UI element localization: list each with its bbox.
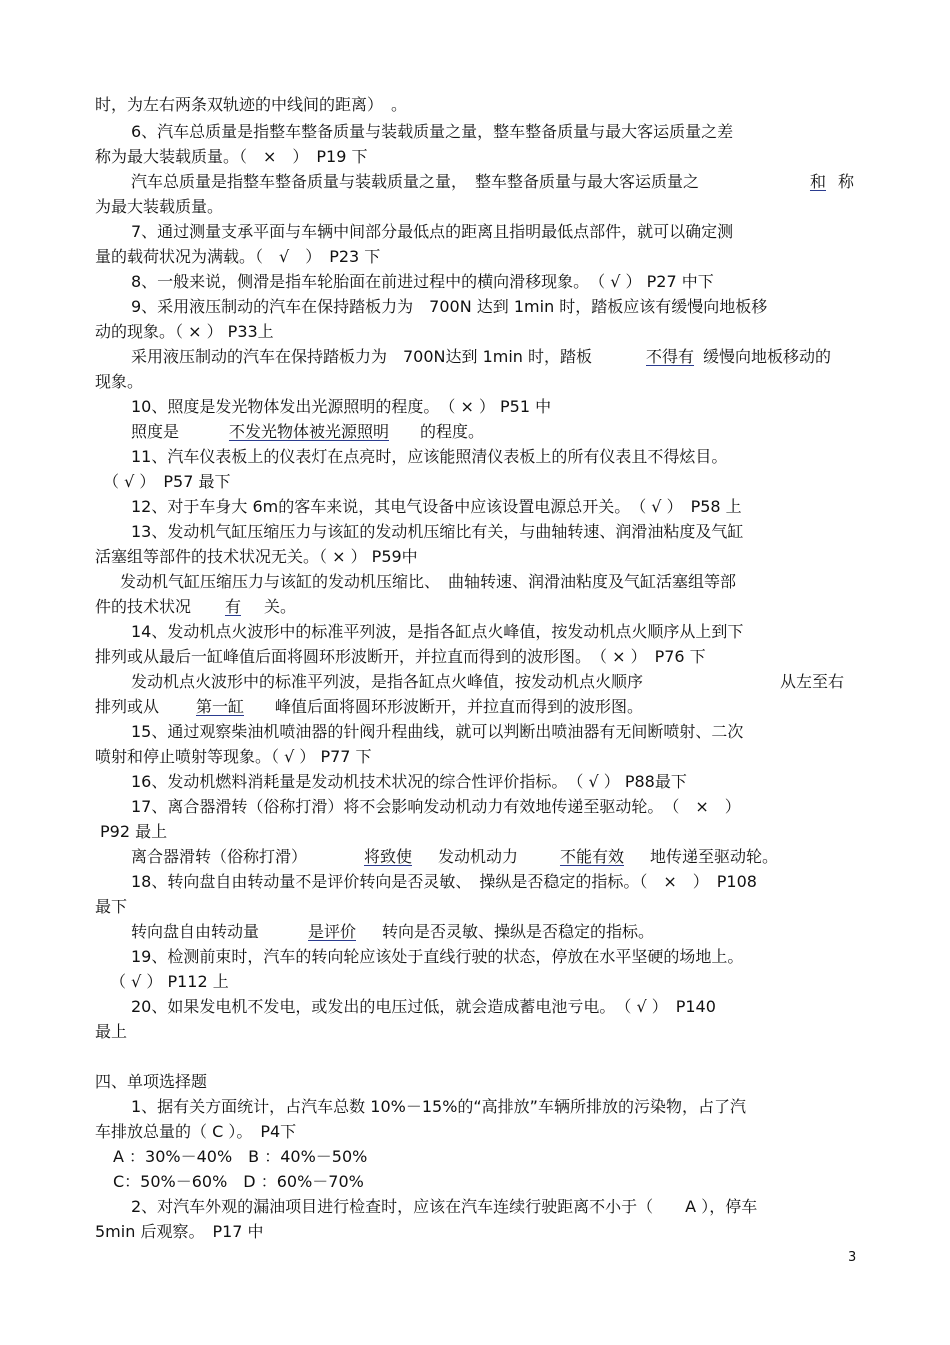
answer-blank: 将致使 xyxy=(363,847,412,866)
text-line: 关。 xyxy=(264,597,297,616)
answer-blank: 不发光物体被光源照明 xyxy=(228,422,389,441)
option-line: C：50%－60% D ：60%－70% xyxy=(113,1172,364,1191)
answer-blank: 是评价 xyxy=(307,922,356,941)
text-line: 现象。 xyxy=(95,372,144,391)
text-line: 发动机动力 xyxy=(438,847,519,866)
text-line: 2、对汽车外观的漏油项目进行检查时，应该在汽车连续行驶距离不小于（ A ），停车 xyxy=(131,1197,758,1216)
text-line: 15、通过观察柴油机喷油器的针阀升程曲线，就可以判断出喷油器有无间断喷射、二次 xyxy=(131,722,744,741)
text-line: 峰值后面将圆环形波断开，并拉直而得到的波形图。 xyxy=(275,697,644,716)
text-line: 20、如果发电机不发电，或发出的电压过低，就会造成蓄电池亏电。 （ √ ） P140 xyxy=(131,997,716,1016)
answer-blank: 第一缸 xyxy=(195,697,244,716)
answer-blank: 有 xyxy=(224,597,241,616)
text-line: 最下 xyxy=(95,897,128,916)
text-line: 5min 后观察。 P17 中 xyxy=(95,1222,264,1241)
answer-blank: 不能有效 xyxy=(559,847,624,866)
text-line: 从左至右 xyxy=(780,672,845,691)
answer-blank: 和 xyxy=(809,172,826,191)
text-line: 1、据有关方面统计，占汽车总数 10%－15%的“高排放”车辆所排放的污染物，占了汽 xyxy=(131,1097,746,1116)
text-line: 8、一般来说，侧滑是指车轮胎面在前进过程中的横向滑移现象。 （ √ ） P27 中下 xyxy=(131,272,714,291)
text-line: 17、离合器滑转（俗称打滑）将不会影响发动机动力有效地传递至驱动轮。 （ × ） xyxy=(131,797,741,816)
option-line: A ：30%－40% B ：40%－50% xyxy=(113,1147,368,1166)
answer-blank: 不得有 xyxy=(646,347,695,366)
text-line: P92 最上 xyxy=(100,822,168,841)
text-line: 6、汽车总质量是指整车整备质量与装载质量之量，整车整备质量与最大客运质量之差 xyxy=(131,122,734,141)
text-line: 量的载荷状况为满载。（ √ ） P23 下 xyxy=(95,247,381,266)
text-line: 10、照度是发光物体发出光源照明的程度。 （ × ） P51 中 xyxy=(131,397,552,416)
text-line: 缓慢向地板移动的 xyxy=(703,347,832,366)
text-line: 11、汽车仪表板上的仪表灯在点亮时，应该能照清仪表板上的所有仪表且不得炫目。 xyxy=(131,447,728,466)
text-line: 为最大装载质量。 xyxy=(95,197,224,216)
text-line: 车排放总量的（ C ）。 P4下 xyxy=(95,1122,297,1141)
text-line: 转向是否灵敏、操纵是否稳定的指标。 xyxy=(382,922,655,941)
text-line: 转向盘自由转动量 xyxy=(131,922,260,941)
text-line: 汽车总质量是指整车整备质量与装载质量之量， 整车整备质量与最大客运质量之 xyxy=(131,172,700,191)
text-line: 离合器滑转（俗称打滑） xyxy=(131,847,308,866)
text-line: 的程度。 xyxy=(420,422,485,441)
text-line: 排列或从最后一缸峰值后面将圆环形波断开，并拉直而得到的波形图。 （ × ） P76 下 xyxy=(95,647,706,666)
text-line: 地传递至驱动轮。 xyxy=(650,847,779,866)
text-line: 照度是 xyxy=(131,422,180,441)
text-line: 排列或从 xyxy=(95,697,160,716)
text-line: （ √ ） P112 上 xyxy=(110,972,229,991)
section-heading: 四、单项选择题 xyxy=(95,1072,208,1091)
text-line: 时，为左右两条双轨迹的中线间的距离） 。 xyxy=(95,95,408,114)
text-line: 称为最大装载质量。（ × ） P19 下 xyxy=(95,147,368,166)
text-line: 采用液压制动的汽车在保持踏板力为 700N达到 1min 时，踏板 xyxy=(131,347,593,366)
text-line: 动的现象。（ × ） P33上 xyxy=(95,322,274,341)
text-line: 19、检测前束时，汽车的转向轮应该处于直线行驶的状态，停放在水平坚硬的场地上。 xyxy=(131,947,744,966)
text-line: 9、采用液压制动的汽车在保持踏板力为 700N 达到 1min 时，踏板应该有缓慢向地板移 xyxy=(131,297,768,316)
text-line: 7、通过测量支承平面与车辆中间部分最低点的距离且指明最低点部件，就可以确定测 xyxy=(131,222,734,241)
text-line: 称 xyxy=(838,172,855,191)
text-line: 14、发动机点火波形中的标准平列波，是指各缸点火峰值，按发动机点火顺序从上到下 xyxy=(131,622,744,641)
text-line: 最上 xyxy=(95,1022,128,1041)
text-line: 活塞组等部件的技术状况无关。（ × ） P59中 xyxy=(95,547,418,566)
text-line: 18、转向盘自由转动量不是评价转向是否灵敏、 操纵是否稳定的指标。（ × ） P108 xyxy=(131,872,757,891)
text-line: 喷射和停止喷射等现象。（ √ ） P77 下 xyxy=(95,747,372,766)
text-line: 发动机气缸压缩压力与该缸的发动机压缩比、 曲轴转速、润滑油粘度及气缸活塞组等部 xyxy=(120,572,737,591)
text-line: 13、发动机气缸压缩压力与该缸的发动机压缩比有关，与曲轴转速、润滑油粘度及气缸 xyxy=(131,522,744,541)
text-line: 16、发动机燃料消耗量是发动机技术状况的综合性评价指标。 （ √ ） P88最下 xyxy=(131,772,687,791)
text-line: （ √ ） P57 最下 xyxy=(103,472,231,491)
text-line: 发动机点火波形中的标准平列波，是指各缸点火峰值，按发动机点火顺序 xyxy=(131,672,644,691)
text-line: 12、对于车身大 6m的客车来说，其电气设备中应该设置电源总开关。 （ √ ） P58 上 xyxy=(131,497,742,516)
text-line: 件的技术状况 xyxy=(95,597,192,616)
page-number: 3 xyxy=(848,1250,857,1265)
